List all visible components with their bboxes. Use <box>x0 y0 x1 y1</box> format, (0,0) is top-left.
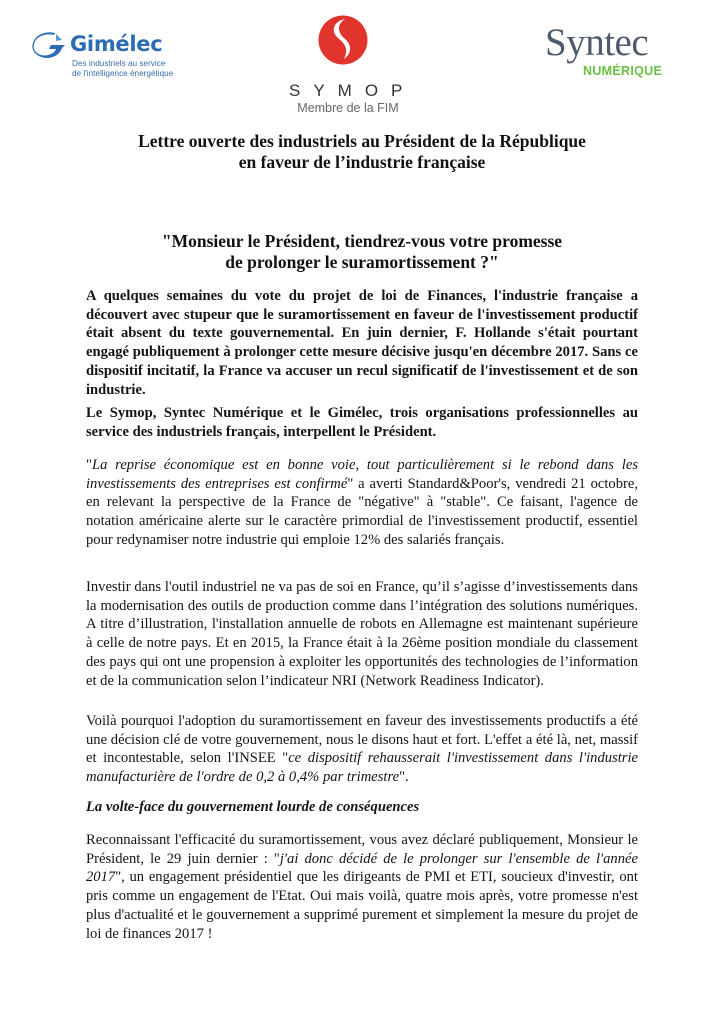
gimelec-tagline: Des industriels au service de l'intelligence énergétique <box>72 59 174 78</box>
gimelec-g-arrow-icon <box>32 32 66 58</box>
symop-name: SYMOP <box>289 81 416 100</box>
insee-quote: ce dispositif rehausserait l'investissement dans l'industrie manufacturière de l'ordre de 0,2 à 0,4% par trimestre <box>86 750 639 786</box>
syntec-name: Syntec <box>545 21 649 64</box>
insee-paragraph: Voilà pourquoi l'adoption du suramortissement en faveur des investissements productifs a été une décision clé de votre gouvernement, nous le disons haut et fort. L'effet a été là, net, massif et incontestable, selon l'INSEE "ce dispositif rehausserait l'investissement dans l'industrie manufacturière de l'ordre de 0,2 à 0,4% par trimestre". <box>86 713 639 786</box>
syntec-subtitle: NUMÉRIQUE <box>583 64 663 78</box>
quote-title: "Monsieur le Président, tiendrez-vous votre promesse de prolonger le suramortissement ?" <box>161 231 563 272</box>
investment-paragraph: Investir dans l'outil industriel ne va pas de soi en France, qu’il s’agisse d’investissements dans la modernisation des outils de production comme dans l’intégration des solutions numériques. A titre d’illustration, l'installation annuelle de robots en Allemagne est maintenant supérieure à celle de notre pays. Et en 2015, la France était à la 26ème position mondiale du classement des pays qui ont une propension à exploiter les opportunités des technologies de l’information et de la communication selon l’indicateur NRI (Network Readiness Indicator). <box>86 579 638 689</box>
section-heading: La volte-face du gouvernement lourde de conséquences <box>86 799 420 815</box>
organizations-paragraph: Le Symop, Syntec Numérique et le Gimélec, trois organisations professionnelles au service des industriels français, interpellent le Président. <box>86 405 638 440</box>
standard-poors-paragraph: "La reprise économique est en bonne voie, tout particulièrement si le rebond dans les investissements des entreprises est confirmé" a averti Standard&Poor's, vendredi 21 octobre, en relevant la perspective de la France de "négative" à "stable". Ce faisant, l'agence de notation américaine alerte sur le caractère primordial de l'investissement productif, essentiel pour redynamiser notre industrie qui emploie 12% des salariés français. <box>86 457 638 548</box>
document-title: Lettre ouverte des industriels au Président de la République en faveur de l’industrie française <box>138 131 586 172</box>
promise-paragraph: Reconnaissant l'efficacité du suramortissement, vous avez déclaré publiquement, Monsieur le Président, le 29 juin dernier : "j'ai donc décidé de le prolonger sur l'ensemble de l'année 2017", un engagement présidentiel que les dirigeants de PMI et ETI, soucieux d'investir, ont pris comme un engagement de l'Etat. Oui mais voilà, quatre mois après, votre promesse n'est plus d'actualité et le gouvernement a supprimé purement et simplement la mesure du projet de loi de finances 2017 ! <box>86 832 638 942</box>
president-quote: j'ai donc décidé de le prolonger sur l'ensemble de l'année 2017 <box>86 850 638 886</box>
lead-paragraph: A quelques semaines du vote du projet de loi de Finances, l'industrie française a découvert avec stupeur que le suramortissement en faveur de l'investissement productif était absent du texte gouvernemental. En juin dernier, F. Hollande s'était pourtant engagé publiquement à prolonger cette mesure décisive jusqu'en décembre 2017. Sans ce dispositif incitatif, la France va accuser un recul significatif de l'investissement et de son industrie. <box>86 288 638 398</box>
symop-logo <box>283 12 416 115</box>
syntec-logo <box>545 22 675 82</box>
symop-s-circle-icon <box>318 15 368 65</box>
symop-subtitle: Membre de la FIM <box>297 101 399 115</box>
gimelec-name: Gimélec <box>70 32 163 56</box>
gimelec-logo <box>32 30 182 78</box>
sp-quote: La reprise économique est en bonne voie, tout particulièrement si le rebond dans les investissements des entreprises est confirmé <box>86 457 638 492</box>
